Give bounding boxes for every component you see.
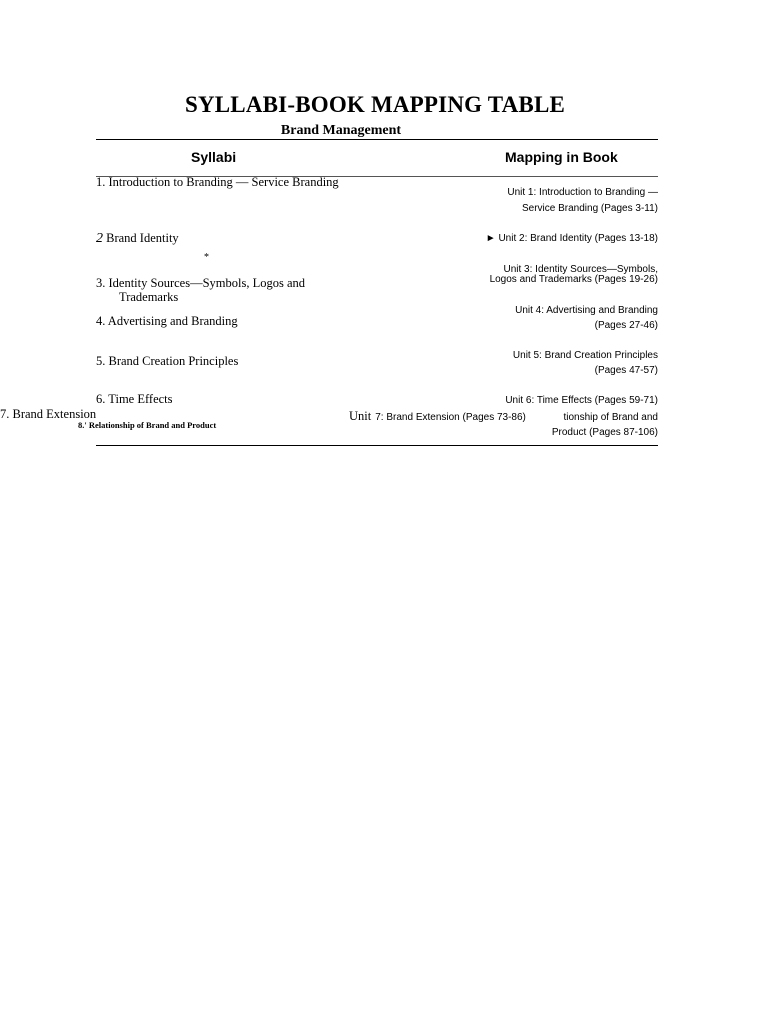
mapping-unit-7-prefix: Unit xyxy=(349,409,372,423)
syllabus-item-5: 5. Brand Creation Principles xyxy=(96,354,239,368)
mapping-unit-8-line-1: tionship of Brand and xyxy=(563,412,658,423)
mapping-unit-5-line-1: Unit 5: Brand Creation Principles xyxy=(512,350,658,361)
page-title: SYLLABI-BOOK MAPPING TABLE xyxy=(184,92,566,117)
mapping-unit-7 xyxy=(349,407,526,425)
mapping-unit-1-line-2: Service Branding (Pages 3-11) xyxy=(522,203,658,214)
mapping-unit-3-line-1: Unit 3: Identity Sources—Symbols, xyxy=(503,264,658,275)
syllabus-item-8: 8.' Relationship of Brand and Product xyxy=(78,420,217,430)
syllabus-item-6: 6. Time Effects xyxy=(96,392,173,406)
syllabus-item-4: 4. Advertising and Branding xyxy=(96,314,238,328)
syllabus-item-2 xyxy=(96,231,179,247)
syllabus-item-3-line-2: Trademarks xyxy=(119,290,179,304)
syllabus-item-2-text: Brand Identity xyxy=(103,231,179,245)
column-header-mapping: Mapping in Book xyxy=(505,149,618,165)
mapping-unit-2: ► Unit 2: Brand Identity (Pages 13-18) xyxy=(485,233,658,244)
mapping-unit-7-text: 7: Brand Extension (Pages 73-86) xyxy=(375,412,526,423)
syllabus-item-3-line-1: 3. Identity Sources—Symbols, Logos and xyxy=(96,276,306,290)
stray-asterisk: * xyxy=(204,252,209,263)
table-bottom-rule xyxy=(96,445,658,446)
column-header-syllabi: Syllabi xyxy=(191,149,237,165)
mapping-unit-6: Unit 6: Time Effects (Pages 59-71) xyxy=(505,395,658,406)
mapping-unit-8-line-2: Product (Pages 87-106) xyxy=(551,427,658,438)
syllabus-item-1: 1. Introduction to Branding — Service Branding xyxy=(96,175,339,189)
page-subtitle: Brand Management xyxy=(280,123,402,138)
mapping-unit-4-line-1: Unit 4: Advertising and Branding xyxy=(515,305,658,316)
mapping-unit-1-line-1: Unit 1: Introduction to Branding — xyxy=(507,187,658,198)
mapping-unit-4-line-2: (Pages 27-46) xyxy=(594,320,658,331)
mapping-unit-3-line-2: Logos and Trademarks (Pages 19-26) xyxy=(489,274,658,285)
syllabus-item-7: 7. Brand Extension xyxy=(0,407,97,421)
syllabus-item-2-number: 2 xyxy=(96,231,103,246)
table-top-rule xyxy=(96,139,658,140)
mapping-unit-5-line-2: (Pages 47-57) xyxy=(594,365,658,376)
